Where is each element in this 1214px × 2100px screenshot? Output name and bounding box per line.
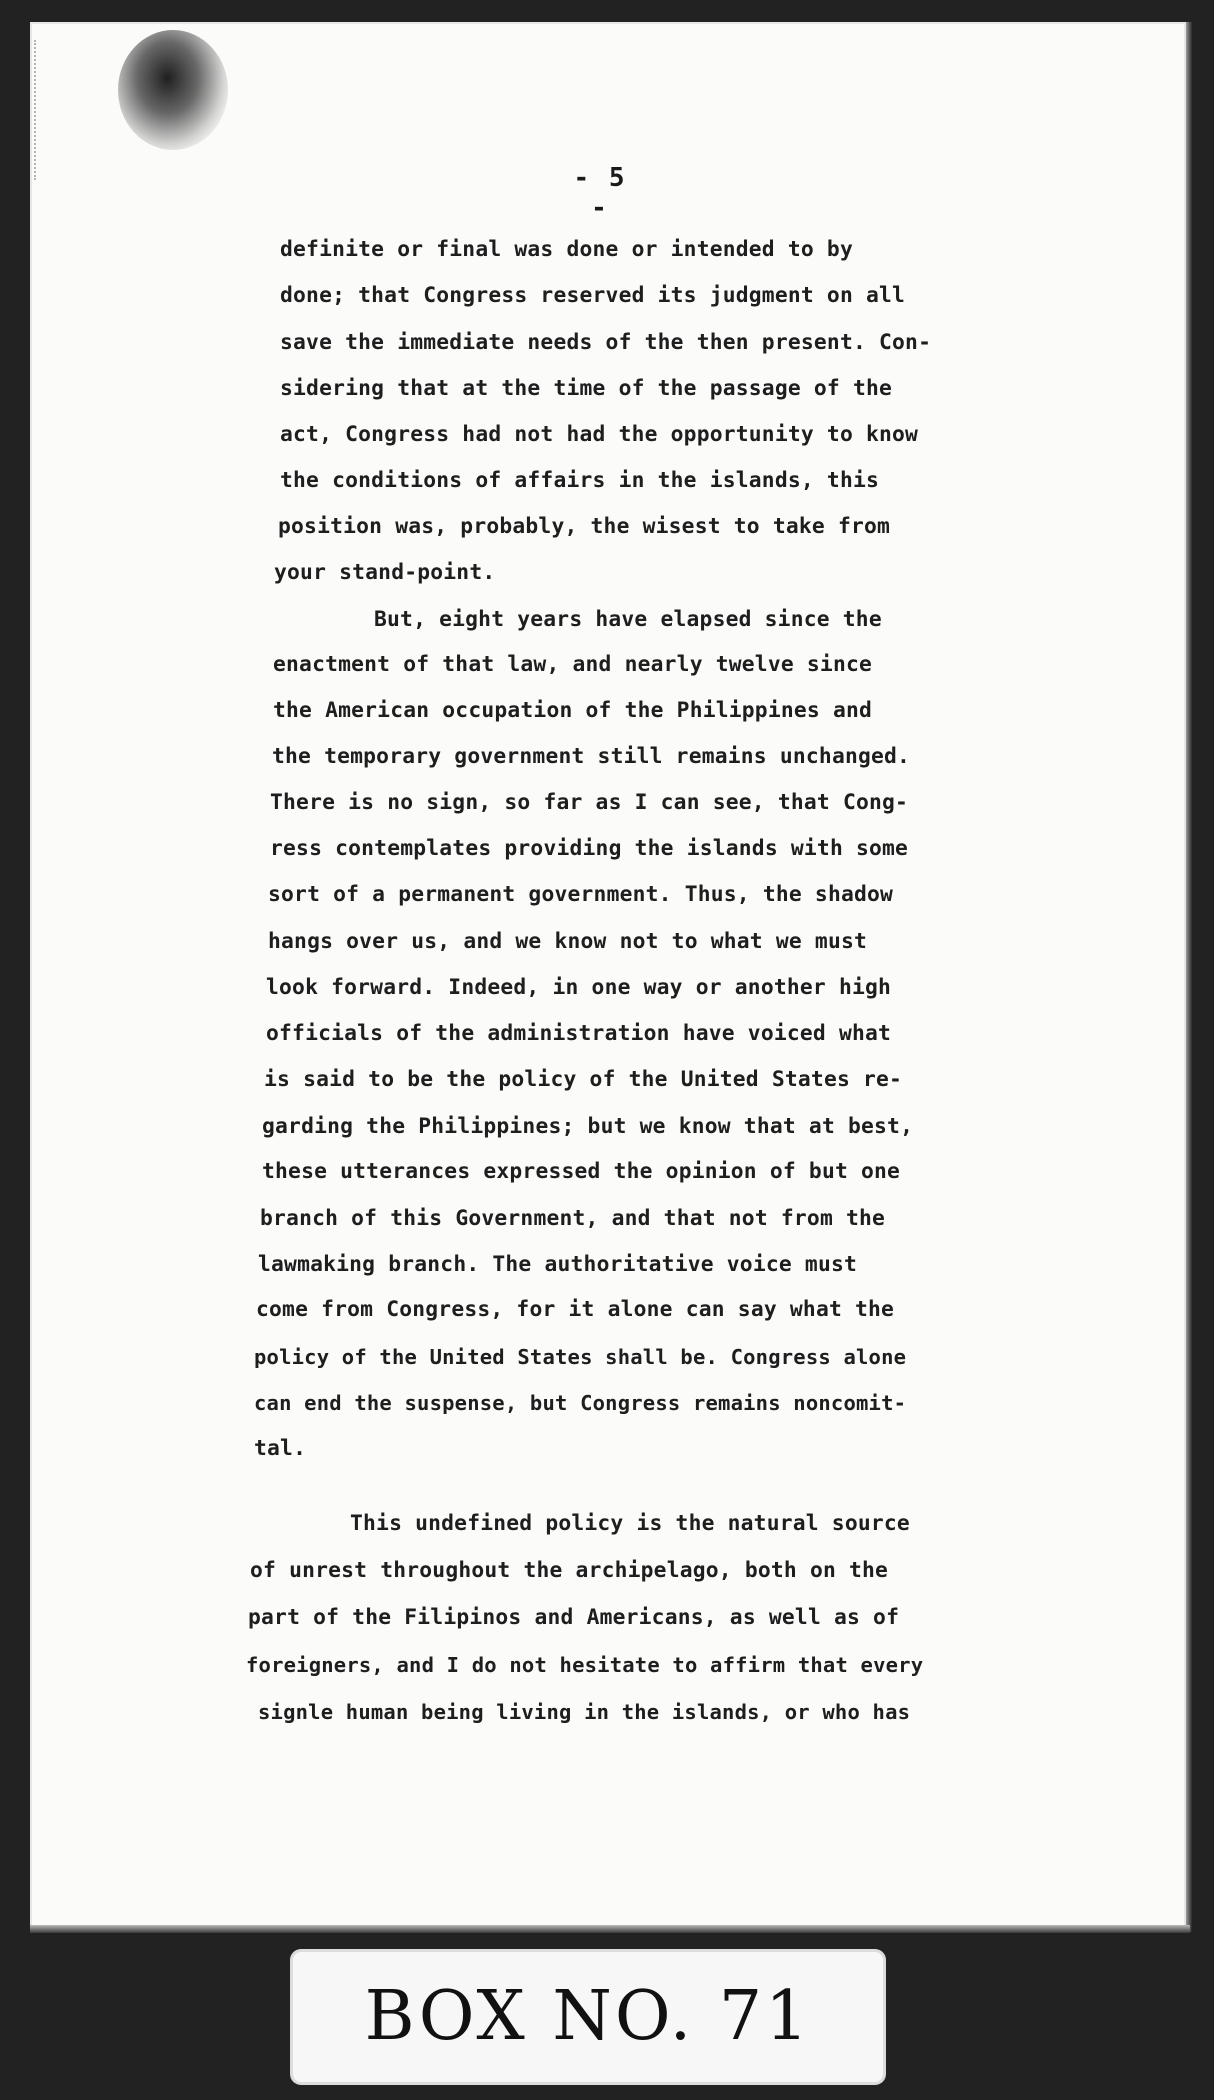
box-label-card [293,1952,883,2082]
text-line-26: can end the suspense, but Congress remains noncomit- [254,1391,907,1415]
text-line-24: come from Congress, for it alone can say what the [256,1297,895,1322]
text-line-30: part of the Filipinos and Americans, as well as of [248,1605,900,1630]
text-line-17: look forward. Indeed, in one way or another high [266,975,892,1000]
text-line-14: ress contemplates providing the islands with some [270,836,909,861]
page-edge-shadow-bottom [30,1925,1190,1933]
text-line-2: done; that Congress reserved its judgment on all [280,283,906,308]
text-line-13: There is no sign, so far as I can see, that Cong- [270,790,909,815]
text-line-25: policy of the United States shall be. Congress alone [254,1345,907,1369]
page-number: - 5 - [573,163,627,223]
text-line-21: these utterances expressed the opinion of but one [262,1159,901,1184]
text-line-6: the conditions of affairs in the islands, this [280,468,880,493]
text-line-19: is said to be the policy of the United States re- [264,1067,903,1092]
box-label-text: BOX NO. 71 [364,1977,812,2056]
ink-smudge [118,30,228,150]
text-line-18: officials of the administration have voiced what [266,1021,892,1046]
page-edge-shadow-right [1186,22,1192,1932]
text-line-27: tal. [254,1436,307,1461]
text-line-29: of unrest throughout the archipelago, both on the [250,1558,889,1583]
text-line-11: the American occupation of the Philippines and [273,698,873,723]
text-line-16: hangs over us, and we know not to what we must [268,929,868,954]
text-line-23: lawmaking branch. The authoritative voice must [258,1252,858,1277]
text-line-1: definite or final was done or intended to by [280,237,853,262]
text-line-7: position was, probably, the wisest to take from [278,514,891,539]
text-line-10: enactment of that law, and nearly twelve since [273,652,873,677]
text-line-20: garding the Philippines; but we know that at best, [262,1114,914,1139]
margin-marks [34,40,50,180]
text-line-12: the temporary government still remains unchanged. [272,744,911,769]
text-line-3: save the immediate needs of the then present. Con- [280,330,932,355]
text-line-9: But, eight years have elapsed since the [374,607,882,632]
text-line-32: signle human being living in the islands, or who has [258,1700,911,1724]
text-line-8: your stand-point. [274,560,496,585]
text-line-31: foreigners, and I do not hesitate to affirm that every [246,1653,924,1677]
text-line-5: act, Congress had not had the opportunity to know [280,422,919,447]
text-line-15: sort of a permanent government. Thus, the shadow [268,882,894,907]
text-line-22: branch of this Government, and that not from the [260,1206,886,1231]
text-line-28: This undefined policy is the natural source [350,1511,910,1536]
text-line-4: sidering that at the time of the passage of the [280,376,893,401]
